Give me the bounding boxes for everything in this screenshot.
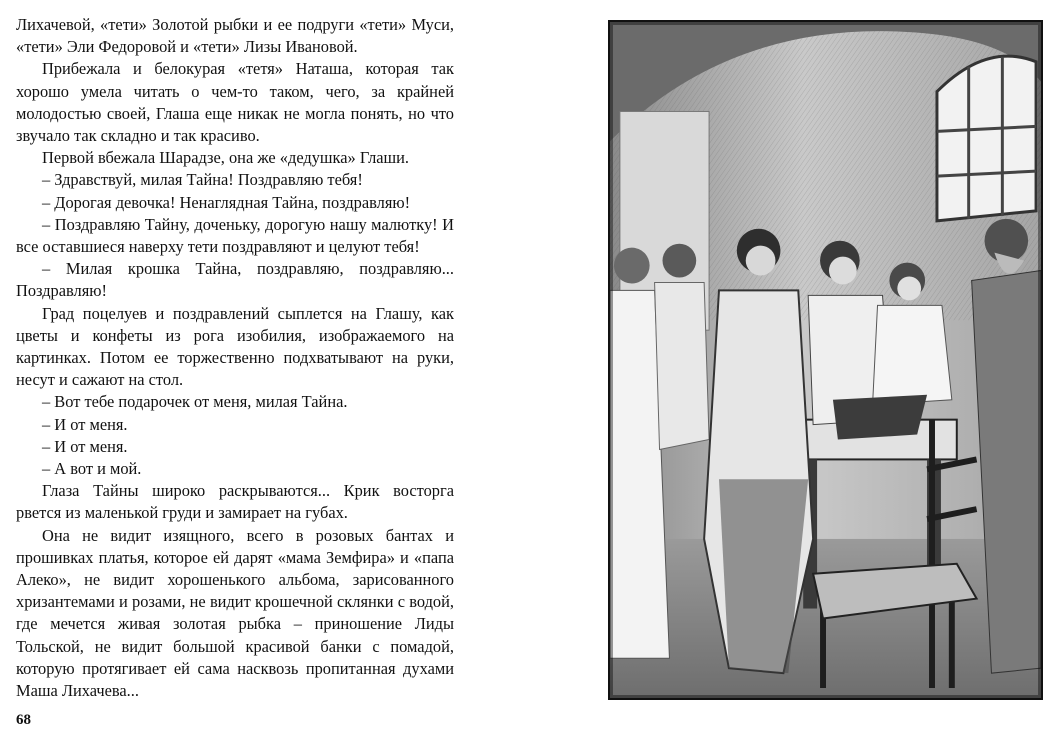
- dialogue-line-7: – И от меня.: [42, 436, 128, 456]
- paragraph-4: Град поцелуев и поздравлений сыплется на Глашу, как цветы и конфеты из рога изобилия, изображаемого на картинках. Потом ее торжественно подхватывают на руки, несут и сажают на стол.: [16, 303, 454, 390]
- paragraph-1: Лихачевой, «тети» Золотой рыбки и ее подруги «тети» Муси, «тети» Эли Федоровой и «тети» Лизы Ивановой.: [16, 15, 454, 57]
- dialogue-line-1: – Здравствуй, милая Тайна! Поздравляю тебя!: [42, 170, 363, 190]
- page-number: 68: [16, 712, 31, 728]
- paragraph-2: Прибежала и белокурая «тетя» Наташа, которая так хорошо умела читать о чем-то таком, чего, за крайней молодостью своей, Глаша еще никак не могла понять, но что звучало так складно и так красиво.: [16, 59, 454, 146]
- text-column: [16, 14, 454, 702]
- figure-woman-center: [704, 229, 813, 673]
- dialogue-line-3: – Поздравляю Тайну, доченьку, дорогую нашу малютку! И все оставшиеся наверху тети поздравляют и целуют тебя!: [16, 214, 454, 257]
- paragraph-3: Первой вбежала Шарадзе, она же «дедушка» Глаши.: [42, 148, 410, 168]
- engraving-scene: [610, 22, 1041, 698]
- paragraph-5: Глаза Тайны широко раскрываются... Крик восторга рвется из маленькой груди и замирает на губах.: [16, 481, 454, 523]
- dialogue-line-6: – И от меня.: [42, 414, 128, 434]
- dialogue-line-8: – А вот и мой.: [42, 459, 142, 479]
- dialogue-line-2: – Дорогая девочка! Ненаглядная Тайна, поздравляю!: [42, 192, 411, 212]
- illustration: [608, 20, 1043, 700]
- arched-window: [937, 56, 1036, 221]
- dialogue-line-5: – Вот тебе подарочек от меня, милая Тайна.: [42, 392, 348, 412]
- paragraph-6: Она не видит изящного, всего в розовых бантах и прошивках платья, которое ей дарят «мама Земфира» и «папа Алеко», не видит хорошенького альбома, зарисованного хризантемами и розами, не видит крошечной склянки с водой, где мечется живая золотая рыбка – приношение Лиды Тольской, не видит большой красивой банки с помадой, которую протягивает ей сама насквозь пропитанная духами Маша Лихачева...: [16, 525, 454, 701]
- dialogue-line-4: – Милая крошка Тайна, поздравляю, поздравляю... Поздравляю!: [16, 259, 454, 301]
